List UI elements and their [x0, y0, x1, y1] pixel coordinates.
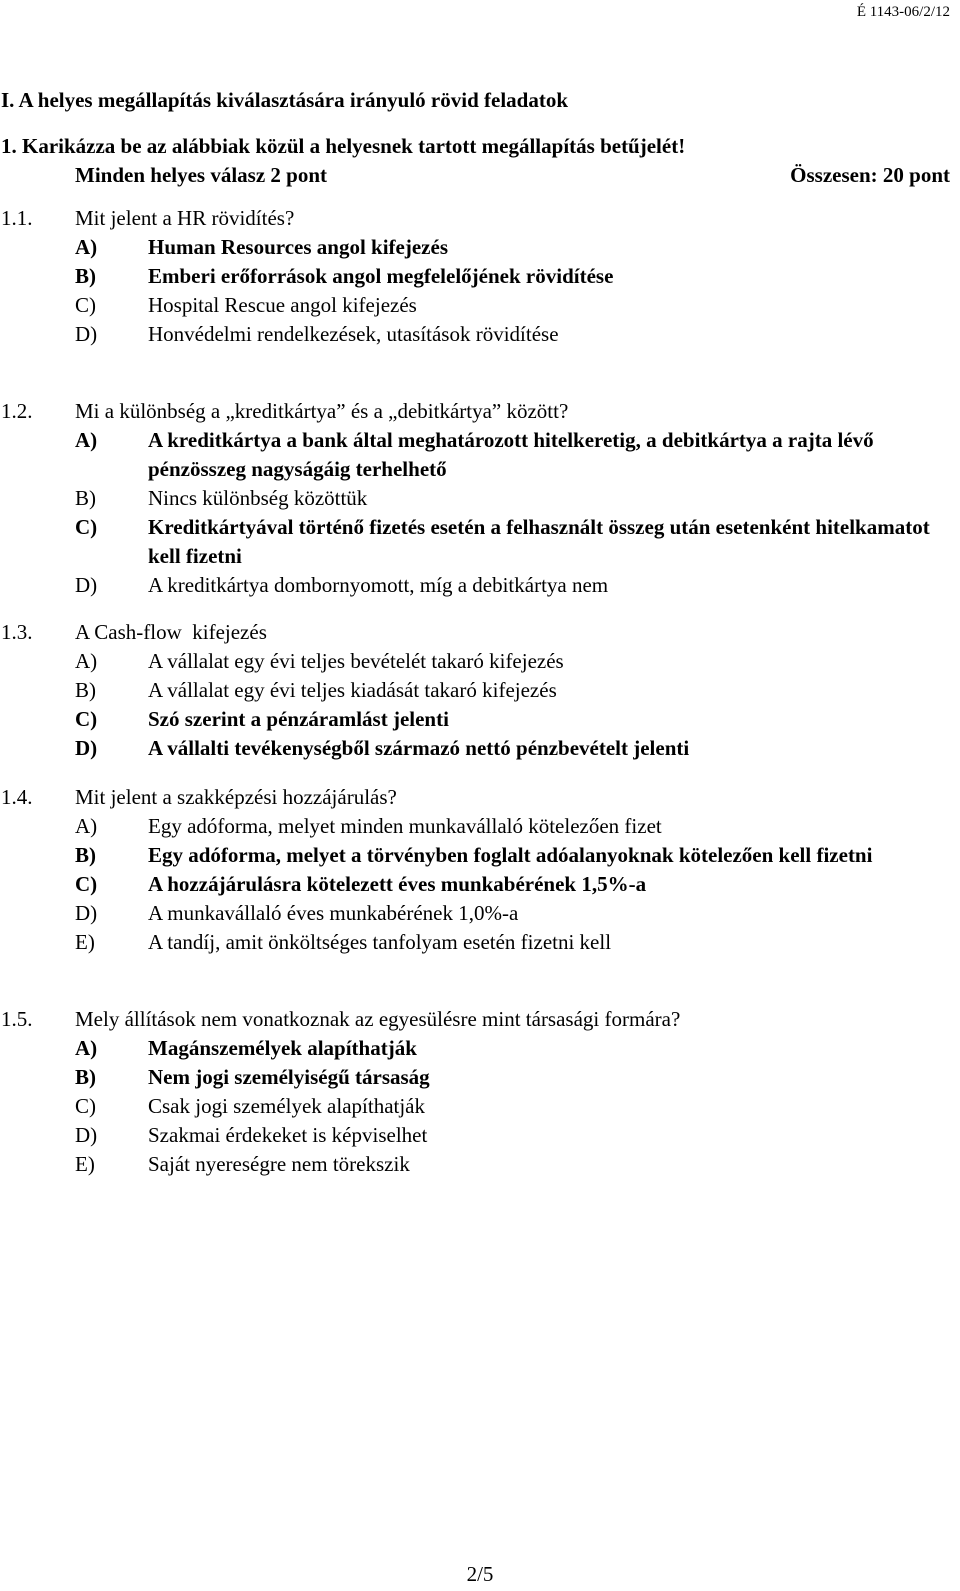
option-text: A vállalti tevékenységből származó nettó pénzbevételt jelenti [148, 736, 690, 760]
option-a [0, 426, 960, 484]
option-c [0, 291, 960, 320]
option-text: A tandíj, amit önköltséges tanfolyam esetén fizetni kell [148, 930, 612, 954]
option-text: Hospital Rescue angol kifejezés [148, 293, 417, 317]
points-total: Összesen: 20 pont [790, 163, 950, 187]
question-1-1 [0, 204, 960, 349]
option-a [0, 812, 960, 841]
option-b [0, 1063, 960, 1092]
option-text: Magánszemélyek alapíthatják [148, 1036, 417, 1060]
option-text: Egy adóforma, melyet minden munkavállaló kötelezően fizet [148, 814, 662, 838]
option-d [0, 1121, 960, 1150]
option-letter: A) [75, 235, 98, 259]
question-text: Mit jelent a szakképzési hozzájárulás? [75, 785, 397, 809]
option-letter: A) [75, 649, 98, 673]
question-1-3 [0, 618, 960, 763]
option-text: Nincs különbség közöttük [148, 486, 368, 510]
document-body [0, 84, 960, 1179]
question-number: 1.3. [1, 620, 33, 644]
option-text: A vállalat egy évi teljes kiadását takaró kifejezés [148, 678, 557, 702]
option-a [0, 647, 960, 676]
option-text: A kreditkártya dombornyomott, míg a debitkártya nem [148, 573, 609, 597]
question-1-4 [0, 783, 960, 957]
option-letter: C) [75, 515, 98, 539]
option-letter: D) [75, 736, 98, 760]
option-text: A hozzájárulásra kötelezett éves munkabérének 1,5%-a [148, 872, 647, 896]
page-number: 2/5 [466, 1562, 494, 1586]
instruction-points [0, 161, 960, 190]
option-letter: A) [75, 428, 98, 452]
option-letter: D) [75, 573, 98, 597]
option-letter: A) [75, 1036, 98, 1060]
option-letter: B) [75, 486, 96, 510]
option-d [0, 734, 960, 763]
instruction-text: 1. Karikázza be az alábbiak közül a helyesnek tartott megállapítás betűjelét! [1, 134, 686, 158]
option-text: Saját nyereségre nem törekszik [148, 1152, 410, 1176]
option-b [0, 841, 960, 870]
option-text: Csak jogi személyek alapíthatják [148, 1094, 425, 1118]
option-a [0, 1034, 960, 1063]
question-text: Mi a különbség a „kreditkártya” és a „debitkártya” között? [75, 399, 569, 423]
question-text: A Cash-flow kifejezés [75, 620, 267, 644]
option-letter: C) [75, 872, 98, 896]
option-c [0, 705, 960, 734]
option-d [0, 320, 960, 349]
question-number: 1.2. [1, 399, 33, 423]
option-d [0, 899, 960, 928]
question-number: 1.4. [1, 785, 33, 809]
option-b [0, 262, 960, 291]
option-text: Egy adóforma, melyet a törvényben foglalt adóalanyoknak kötelezően kell fizetni [148, 843, 873, 867]
option-e [0, 928, 960, 957]
option-b [0, 484, 960, 513]
option-text: A vállalat egy évi teljes bevételét takaró kifejezés [148, 649, 564, 673]
option-text: Kreditkártyával történő fizetés esetén a felhasznált összeg után esetenként hitelkamatot kell fizetni [148, 515, 930, 568]
option-letter: C) [75, 1094, 96, 1118]
option-text: Szó szerint a pénzáramlást jelenti [148, 707, 449, 731]
option-c [0, 870, 960, 899]
option-letter: D) [75, 1123, 98, 1147]
option-letter: A) [75, 814, 98, 838]
option-letter: E) [75, 1152, 95, 1176]
option-d [0, 571, 960, 600]
points-each: Minden helyes válasz 2 pont [75, 163, 328, 187]
option-text: A kreditkártya a bank által meghatározott hitelkeretig, a debitkártya a rajta lévő pénzösszeg nagyságáig terhelhető [148, 428, 874, 481]
option-text: A munkavállaló éves munkabérének 1,0%-a [148, 901, 519, 925]
question-text: Mely állítások nem vonatkoznak az egyesülésre mint társasági formára? [75, 1007, 681, 1031]
option-letter: D) [75, 322, 98, 346]
question-text: Mit jelent a HR rövidítés? [75, 206, 295, 230]
option-text: Szakmai érdekeket is képviselhet [148, 1123, 428, 1147]
option-letter: E) [75, 930, 95, 954]
page-code: É 1143-06/2/12 [856, 4, 950, 20]
option-letter: B) [75, 678, 96, 702]
option-letter: C) [75, 707, 98, 731]
option-text: Emberi erőforrások angol megfelelőjének rövidítése [148, 264, 614, 288]
option-e [0, 1150, 960, 1179]
option-b [0, 676, 960, 705]
question-number: 1.5. [1, 1007, 33, 1031]
instruction [0, 132, 960, 190]
option-a [0, 233, 960, 262]
option-letter: C) [75, 293, 96, 317]
option-text: Honvédelmi rendelkezések, utasítások rövidítése [148, 322, 559, 346]
option-text: Human Resources angol kifejezés [148, 235, 448, 259]
option-text: Nem jogi személyiségű társaság [148, 1065, 430, 1089]
option-letter: D) [75, 901, 98, 925]
question-number: 1.1. [1, 206, 33, 230]
question-1-2 [0, 397, 960, 600]
option-letter: B) [75, 264, 96, 288]
option-letter: B) [75, 1065, 96, 1089]
option-letter: B) [75, 843, 96, 867]
section-title: I. A helyes megállapítás kiválasztására irányuló rövid feladatok [1, 88, 569, 112]
option-c [0, 513, 960, 571]
option-c [0, 1092, 960, 1121]
question-1-5 [0, 1005, 960, 1179]
